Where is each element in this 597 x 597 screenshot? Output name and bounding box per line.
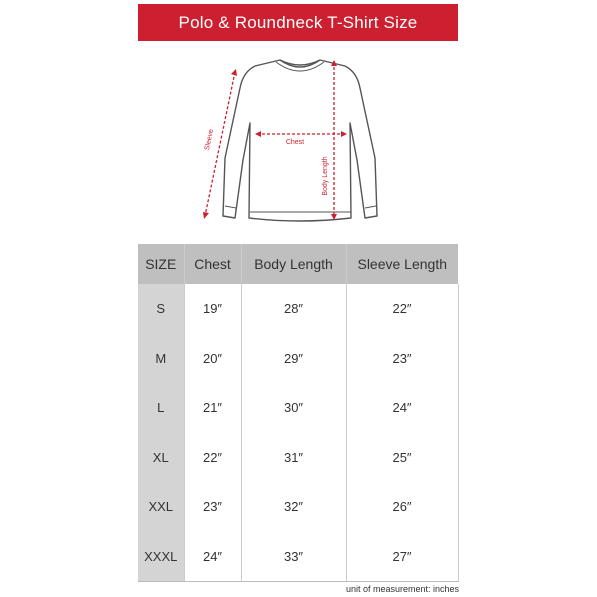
sleeve-length-cell: 26″ [346,482,458,531]
sleeve-length-cell: 24″ [346,383,458,432]
size-cell: XXL [138,482,184,531]
sleeve-length-cell: 23″ [346,333,458,382]
sleeve-label: Sleeve [203,128,216,151]
title-banner [138,4,458,41]
table-row [138,531,458,581]
size-cell: S [138,284,184,333]
body-length-cell: 29″ [241,333,346,382]
chest-cell: 23″ [184,482,241,531]
body-length-cell: 33″ [241,531,346,581]
chest-cell: 20″ [184,333,241,382]
chest-cell: 21″ [184,383,241,432]
size-cell: XL [138,432,184,481]
chest-cell: 19″ [184,284,241,333]
table-row [138,432,458,481]
size-cell: L [138,383,184,432]
header-body-length: Body Length [241,244,346,284]
body-length-cell: 28″ [241,284,346,333]
page-title: Polo & Roundneck T-Shirt Size [178,12,418,32]
header-chest: Chest [184,244,241,284]
body-length-label: Body Length [322,156,329,196]
sleeve-length-cell: 27″ [346,531,458,581]
sleeve-length-cell: 25″ [346,432,458,481]
body-length-cell: 31″ [241,432,346,481]
size-cell: XXXL [138,531,184,581]
header-sleeve-length: Sleeve Length [346,244,458,284]
body-length-cell: 32″ [241,482,346,531]
size-cell: M [138,333,184,382]
body-length-cell: 30″ [241,383,346,432]
header-size: SIZE [138,244,184,284]
chest-label: Chest [285,139,305,146]
chest-cell: 24″ [184,531,241,581]
unit-note: unit of measurement: inches [345,584,459,594]
table-row [138,482,458,531]
size-table [138,244,459,582]
table-row [138,284,458,333]
sleeve-length-cell: 22″ [346,284,458,333]
table-header-row [138,244,458,284]
tshirt-diagram [185,48,415,234]
chest-cell: 22″ [184,432,241,481]
table-row [138,333,458,382]
table-row [138,383,458,432]
